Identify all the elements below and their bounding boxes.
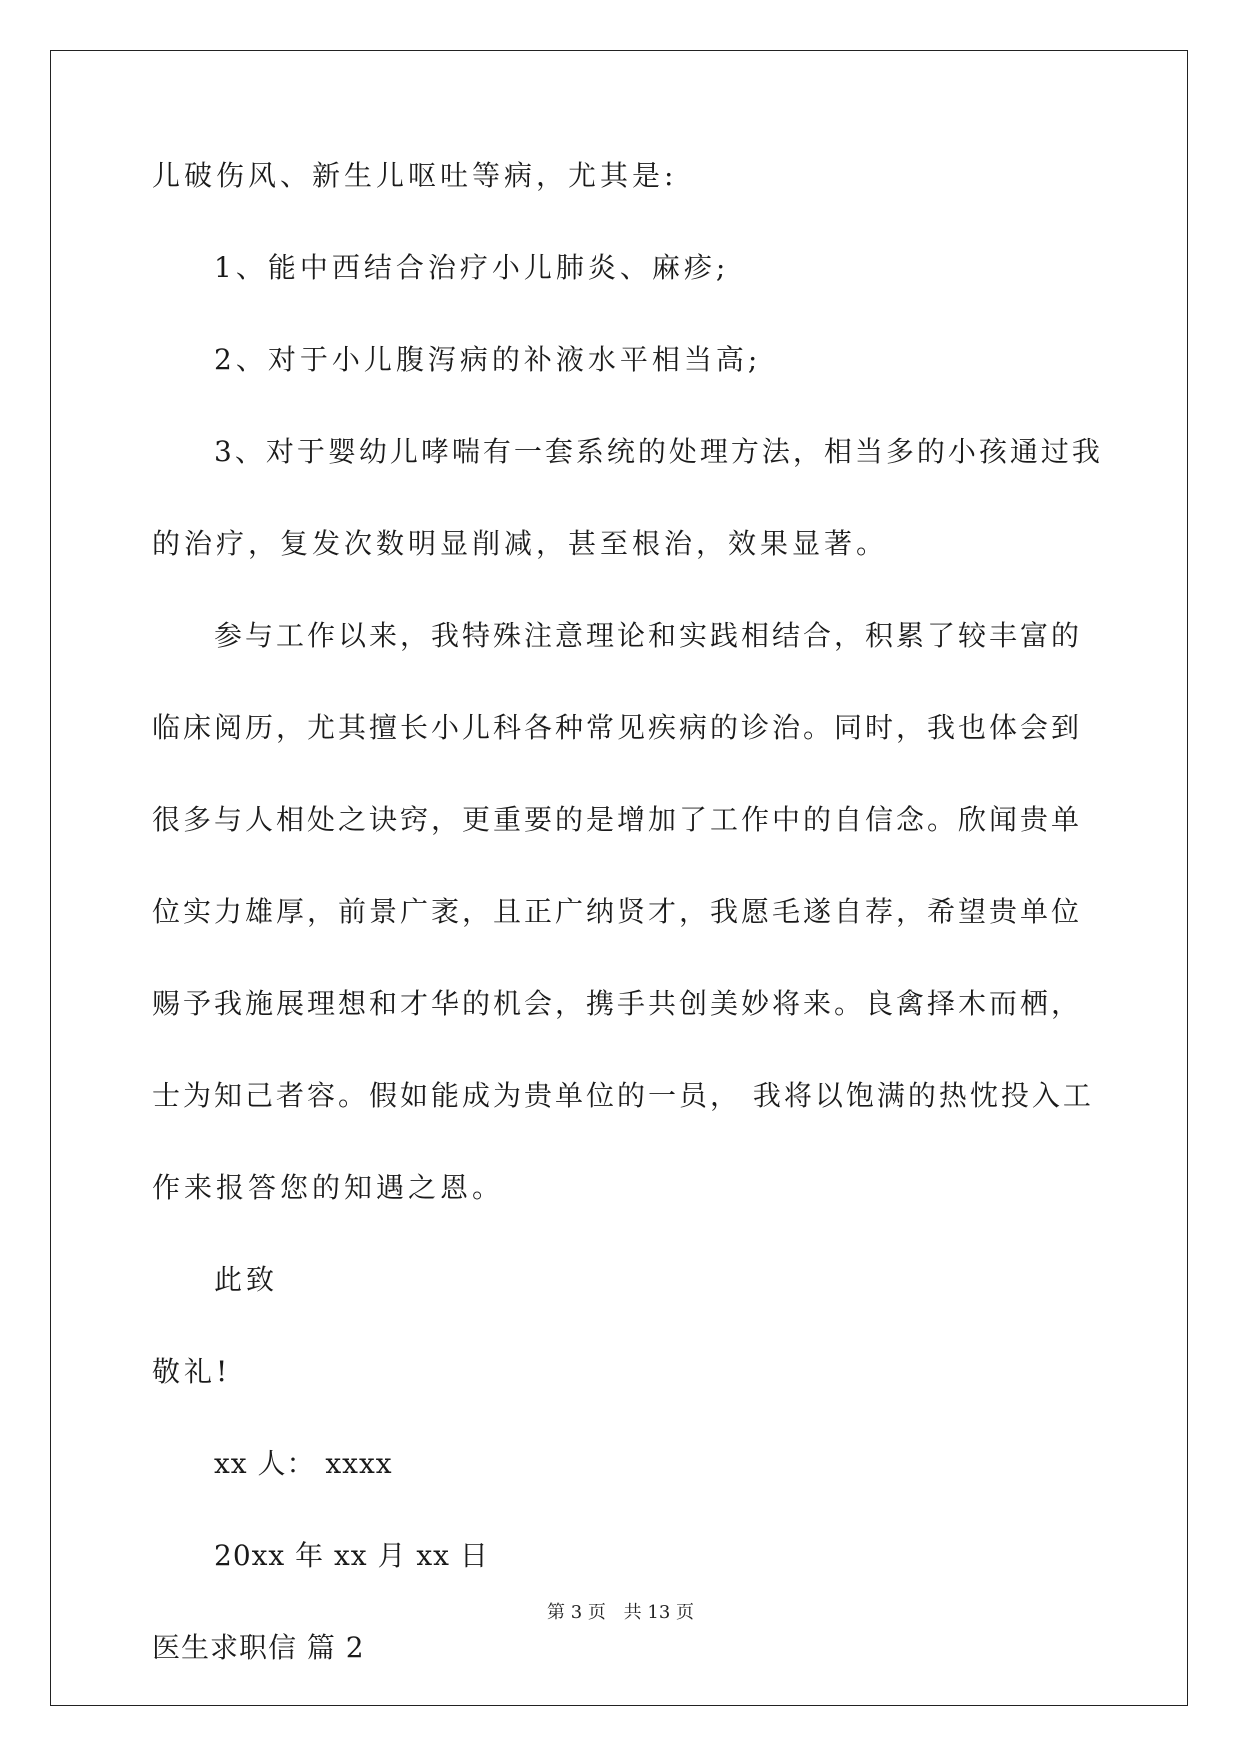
text-line: 赐予我施展理想和才华的机会，携手共创美妙将来。良禽择木而栖， [152,987,1083,1020]
text-line: 作来报答您的知遇之恩。 [152,1171,505,1204]
text-line: 2、对于小儿腹泻病的补液水平相当高; [214,343,762,376]
signature-line: xx 人： xxxx [214,1447,393,1480]
text-line: 位实力雄厚，前景广袤，且正广纳贤才，我愿毛遂自荐，希望贵单位 [152,895,1083,928]
document-body [152,159,1103,1724]
text-line: 参与工作以来，我特殊注意理论和实践相结合，积累了较丰富的 [214,619,1083,652]
text-line: 1、能中西结合治疗小儿肺炎、麻疹; [214,251,730,284]
page-number: 第 3 页 [547,1602,606,1623]
page-total: 共 13 页 [623,1602,694,1623]
text-line: 士为知己者容。假如能成为贵单位的一员， 我将以饱满的热忱投入工 [152,1079,1094,1112]
text-line: 很多与人相处之诀窍，更重要的是增加了工作中的自信念。欣闻贵单 [152,803,1083,836]
text-line: 临床阅历，尤其擅长小儿科各种常见疾病的诊治。同时，我也体会到 [152,711,1083,744]
date-line: 20xx 年 xx 月 xx 日 [214,1539,489,1572]
text-line: 3、对于婴幼儿哮喘有一套系统的处理方法，相当多的小孩通过我 [214,435,1103,468]
text-line: 的治疗，复发次数明显削减，甚至根治，效果显著。 [152,527,889,560]
closing-line: 此致 [214,1263,279,1296]
page-footer [0,1602,1241,1624]
text-line: 儿破伤风、新生儿呕吐等病，尤其是: [152,159,678,192]
salutation-line: 敬礼! [152,1355,232,1388]
section-heading: 医生求职信 篇 2 [152,1631,365,1664]
